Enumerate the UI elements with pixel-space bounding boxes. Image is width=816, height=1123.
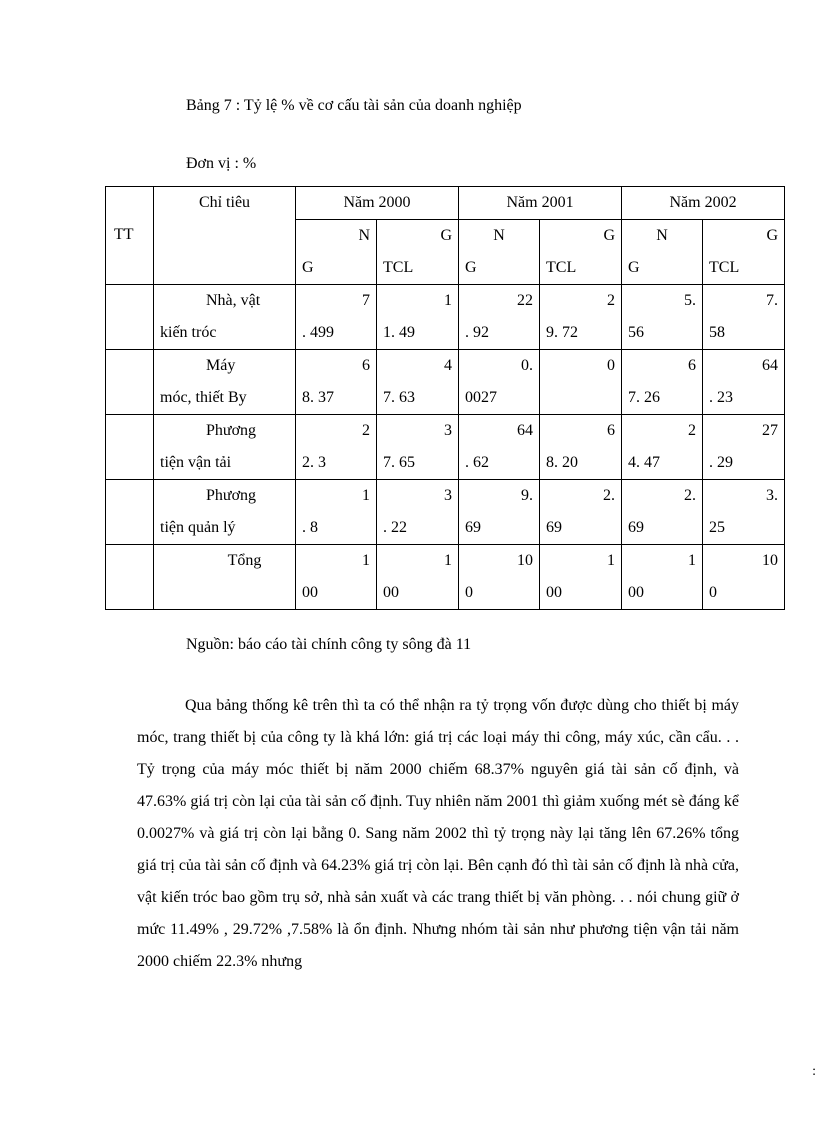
year-header: Năm 2001 xyxy=(459,187,622,220)
indicator-header: Chỉ tiêu xyxy=(154,187,296,285)
header-row-years xyxy=(106,187,785,220)
tt-cell xyxy=(106,350,154,415)
value-cell: 10 0 xyxy=(459,545,540,610)
indicator-cell: Phương tiện vận tải xyxy=(154,415,296,480)
year-header: Năm 2000 xyxy=(296,187,459,220)
subheader-cell: N G xyxy=(459,220,540,285)
subheader-cell: G TCL xyxy=(540,220,622,285)
value-cell: 1 00 xyxy=(622,545,703,610)
indicator-cell: Tổng xyxy=(154,545,296,610)
unit-label: Đơn vị : % xyxy=(186,155,257,172)
value-cell: 2 2. 3 xyxy=(296,415,377,480)
indicator-cell: Máy móc, thiết By xyxy=(154,350,296,415)
page-marker: : xyxy=(812,1064,816,1079)
value-cell: 27 . 29 xyxy=(703,415,785,480)
value-cell: 3. 25 xyxy=(703,480,785,545)
value-cell: 4 7. 63 xyxy=(377,350,459,415)
value-cell: 1 00 xyxy=(296,545,377,610)
subheader-cell: N G xyxy=(622,220,703,285)
value-cell: 64 . 62 xyxy=(459,415,540,480)
value-cell: 3 . 22 xyxy=(377,480,459,545)
table-row-total xyxy=(106,545,785,610)
value-cell: 22 . 92 xyxy=(459,285,540,350)
value-cell: 1 1. 49 xyxy=(377,285,459,350)
value-cell: 5. 56 xyxy=(622,285,703,350)
table-row xyxy=(106,350,785,415)
tt-cell xyxy=(106,545,154,610)
table-row xyxy=(106,415,785,480)
value-cell: 1 00 xyxy=(377,545,459,610)
value-cell: 2 9. 72 xyxy=(540,285,622,350)
value-cell: 6 8. 37 xyxy=(296,350,377,415)
table-row xyxy=(106,285,785,350)
value-cell: 2. 69 xyxy=(540,480,622,545)
value-cell: 10 0 xyxy=(703,545,785,610)
subheader-cell: N G xyxy=(296,220,377,285)
indicator-cell: Nhà, vật kiến tróc xyxy=(154,285,296,350)
tt-cell xyxy=(106,415,154,480)
tt-cell xyxy=(106,285,154,350)
value-cell: 2 4. 47 xyxy=(622,415,703,480)
year-header: Năm 2002 xyxy=(622,187,785,220)
indicator-cell: Phương tiện quản lý xyxy=(154,480,296,545)
table-row xyxy=(106,480,785,545)
subheader-cell: G TCL xyxy=(377,220,459,285)
value-cell: 3 7. 65 xyxy=(377,415,459,480)
value-cell: 64 . 23 xyxy=(703,350,785,415)
asset-structure-table xyxy=(105,186,785,610)
value-cell: 6 8. 20 xyxy=(540,415,622,480)
value-cell: 6 7. 26 xyxy=(622,350,703,415)
value-cell: 1 . 8 xyxy=(296,480,377,545)
body-paragraph xyxy=(137,690,739,978)
paragraph-text: Qua bảng thống kê trên thì ta có thể nhận ra tỷ trọng vốn được dùng cho thiết bị máy móc, trang thiết bị của công ty là khá lớn: giá trị các loại máy thi công, máy xúc, cần cẩu. . . Tỷ trọng của máy móc thiết bị năm 2000 chiếm 68.37% nguyên giá tài sản cố định, và 47.63% giá trị còn lại của tài sản cố định. Tuy nhiên năm 2001 thì giảm xuống mét sè đáng kể 0.0027% và giá trị còn lại bằng 0. Sang năm 2002 thì tỷ trọng này lại tăng lên 67.26% tổng giá trị của tài sản cố định và 64.23% giá trị còn lại. Bên cạnh đó thì tài sản cố định là nhà cửa, vật kiến tróc bao gồm trụ sở, nhà sản xuất và các trang thiết bị văn phòng. . . nói chung giữ ở mức 11.49% , 29.72% ,7.58% là ổn định. Nhưng nhóm tài sản như phương tiện vận tải năm 2000 chiếm 22.3% nhưng xyxy=(137,697,739,970)
tt-header: TT xyxy=(106,187,154,285)
value-cell: 9. 69 xyxy=(459,480,540,545)
table-title: Bảng 7 : Tỷ lệ % về cơ cấu tài sản của doanh nghiệp xyxy=(186,97,522,114)
value-cell: 0 xyxy=(540,350,622,415)
source-note: Nguồn: báo cáo tài chính công ty sông đà 11 xyxy=(186,636,472,653)
tt-cell xyxy=(106,480,154,545)
value-cell: 7. 58 xyxy=(703,285,785,350)
value-cell: 7 . 499 xyxy=(296,285,377,350)
value-cell: 2. 69 xyxy=(622,480,703,545)
value-cell: 1 00 xyxy=(540,545,622,610)
subheader-cell: G TCL xyxy=(703,220,785,285)
value-cell: 0. 0027 xyxy=(459,350,540,415)
